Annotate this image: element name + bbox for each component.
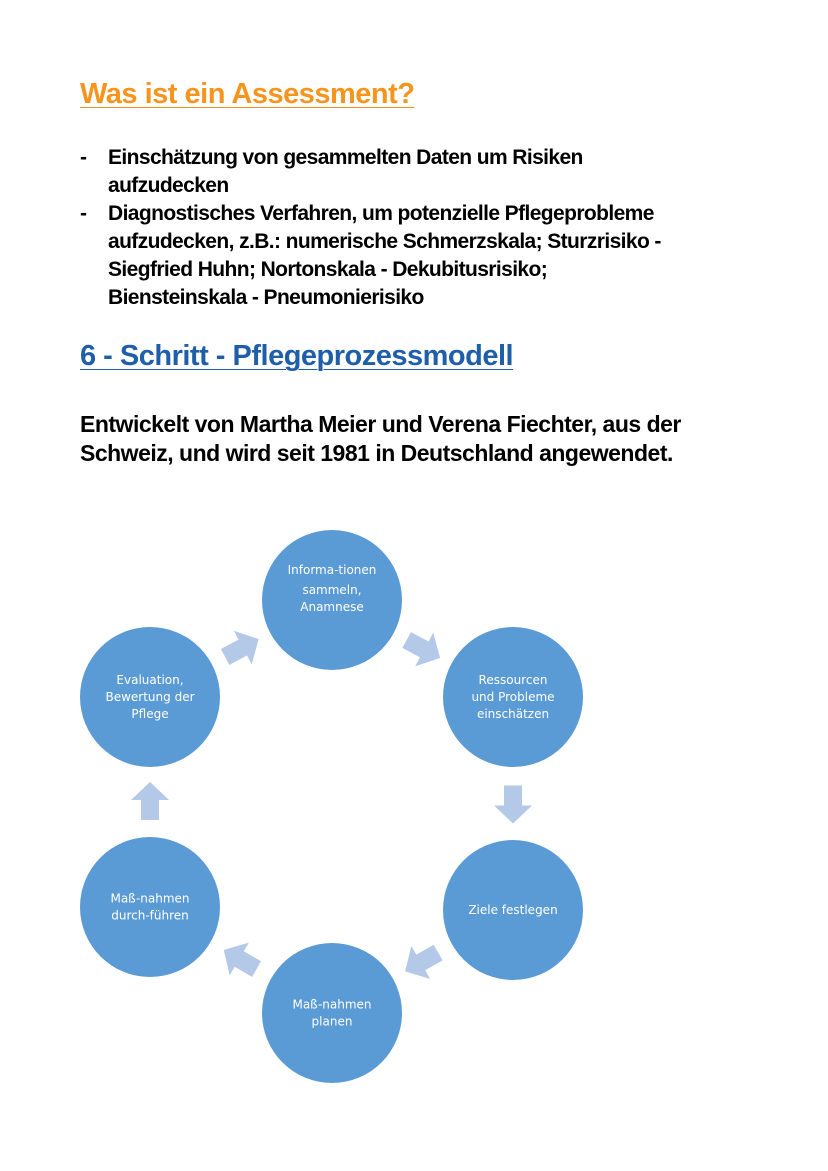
bullet-line: aufzudecken	[108, 174, 229, 197]
cycle-step-node	[262, 943, 402, 1083]
step-label: Anamnese	[300, 600, 364, 614]
step-circle	[262, 943, 402, 1083]
step-label: durch-führen	[111, 908, 189, 923]
bullet-line: aufzudecken, z.B.: numerische Schmerzskala; Sturzrisiko -	[108, 230, 661, 253]
step-label: planen	[311, 1014, 353, 1029]
step-label: Maß-nahmen	[110, 891, 190, 906]
step-circle	[80, 837, 220, 977]
paragraph-line: Entwickelt von Martha Meier und Verena Fiechter, aus der	[80, 411, 681, 437]
step-label: Evaluation,	[116, 673, 184, 687]
step-label: und Probleme	[471, 690, 555, 704]
step-label: einschätzen	[476, 707, 550, 721]
step-label: Ressourcen	[478, 673, 548, 687]
cycle-arrow-icon	[216, 622, 267, 673]
cycle-arrow-icon	[494, 786, 532, 824]
cycle-arrow-icon	[398, 623, 449, 674]
paragraph-line: Schweiz, und wird seit 1981 in Deutschland angewendet.	[80, 440, 673, 466]
cycle-step-node	[80, 837, 220, 977]
cycle-arrow-icon	[214, 934, 266, 986]
bullet-line: Siegfried Huhn; Nortonskala - Dekubitusrisiko;	[108, 258, 548, 281]
bullet-line: Biensteinskala - Pneumonierisiko	[108, 286, 424, 309]
step-label: Bewertung der	[105, 690, 195, 704]
cycle-arrow-icon	[396, 936, 448, 988]
bullet-line: Diagnostisches Verfahren, um potenzielle Pflegeprobleme	[108, 202, 654, 225]
section-title-assessment: Was ist ein Assessment?	[80, 78, 415, 110]
cycle-step-node	[262, 530, 402, 670]
cycle-step-node	[80, 627, 220, 767]
cycle-arrow-icon	[131, 782, 169, 820]
step-label: Pflege	[131, 707, 169, 721]
step-label: Maß-nahmen	[292, 997, 372, 1012]
bullet-marker: -	[80, 202, 87, 225]
cycle-step-node	[443, 627, 583, 767]
section-title-process-model: 6 - Schritt - Pflegeprozessmodell	[80, 340, 514, 372]
step-label: Ziele festlegen	[468, 903, 558, 917]
step-label: Informa-tionen	[287, 563, 377, 577]
step-label: sammeln,	[302, 583, 362, 597]
cycle-step-node	[443, 840, 583, 980]
bullet-marker: -	[80, 146, 87, 169]
bullet-line: Einschätzung von gesammelten Daten um Risiken	[108, 146, 583, 169]
